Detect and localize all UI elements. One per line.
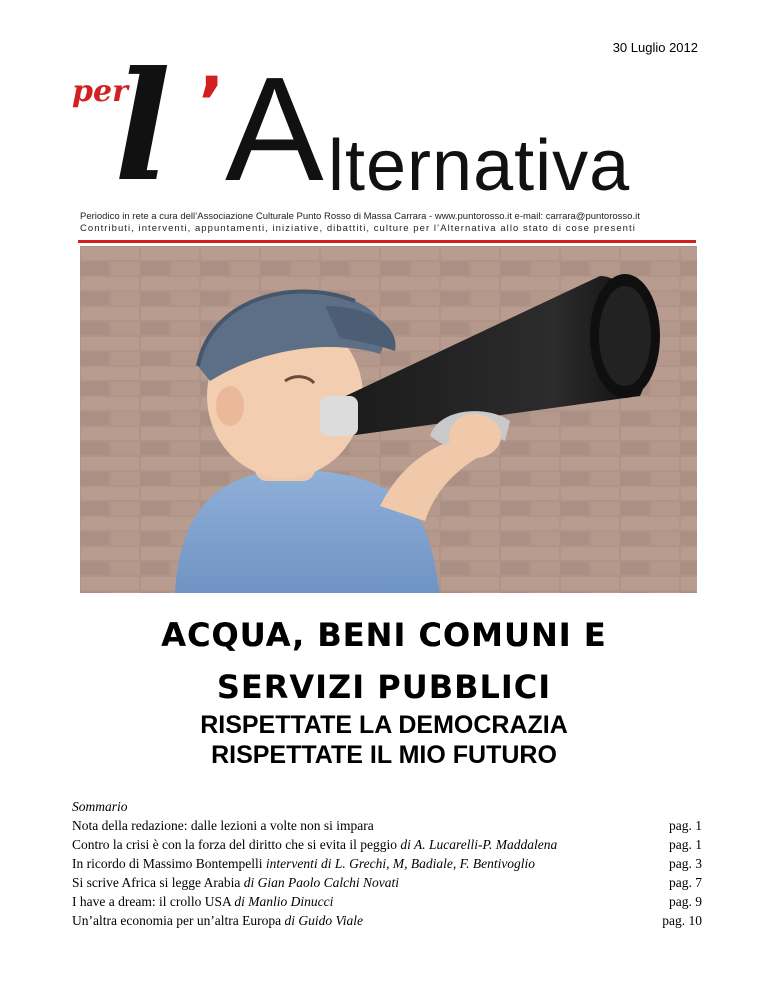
headline-line-2: SERVIZI PUBBLICI [216, 668, 552, 706]
toc-item-author: di Gian Paolo Calchi Novati [243, 875, 399, 890]
headline-line-1: ACQUA, BENI COMUNI E [161, 616, 607, 654]
toc-item-title: Si scrive Africa si legge Arabia [72, 875, 244, 890]
logo-word: lternativa [328, 126, 631, 206]
logo-letter-l: l [114, 39, 171, 215]
tagline-publisher: Periodico in rete a cura dell’Associazione Culturale Punto Rosso di Massa Carrara - www.puntorosso.it e-mail: carrara@puntorosso.it [80, 211, 640, 222]
toc-item-title: Contro la crisi è con la forza del diritto che si evita il peggio [72, 837, 401, 852]
toc-title: Sommario [72, 799, 128, 814]
toc-item-title: Nota della redazione: dalle lezioni a volte non si impara [72, 818, 374, 833]
logo-apostrophe: ’ [198, 62, 225, 144]
masthead-divider [78, 240, 696, 243]
toc-item-title: Un’altra economia per un’altra Europa [72, 913, 285, 928]
subheadline-line-1: RISPETTATE LA DEMOCRAZIA [200, 711, 568, 739]
logo-prefix: per [72, 74, 128, 109]
toc-item[interactable] [72, 911, 702, 930]
cover-photo [80, 246, 697, 593]
toc-item-author: interventi di L. Grechi, M, Badiale, F. Bentivoglio [265, 856, 536, 871]
tagline-subtitle: Contributi, interventi, appuntamenti, iniziative, dibattiti, culture per l’Alternativa allo stato di cose presenti [80, 223, 636, 234]
table-of-contents [72, 797, 702, 930]
toc-item-title: In ricordo di Massimo Bontempelli [72, 856, 266, 871]
toc-item[interactable] [72, 816, 702, 835]
toc-item-page: pag. 10 [662, 913, 702, 928]
toc-item[interactable] [72, 892, 702, 911]
toc-item-author: di Manlio Dinucci [234, 894, 334, 909]
toc-item-page: pag. 1 [669, 837, 702, 852]
toc-item[interactable] [72, 873, 702, 892]
toc-item[interactable] [72, 854, 702, 873]
child-megaphone-illustration [80, 246, 697, 593]
toc-item[interactable] [72, 835, 702, 854]
toc-item-page: pag. 1 [669, 818, 702, 833]
toc-item-author: di Guido Viale [284, 913, 364, 928]
toc-item-title: I have a dream: il crollo USA [72, 894, 235, 909]
logo-letter-a: A [225, 47, 324, 212]
toc-item-author: di A. Lucarelli-P. Maddalena [400, 837, 558, 852]
toc-item-page: pag. 7 [669, 875, 702, 890]
subheadline-line-2: RISPETTATE IL MIO FUTURO [211, 741, 557, 769]
toc-item-page: pag. 9 [669, 894, 702, 909]
issue-date: 30 Luglio 2012 [612, 40, 698, 55]
toc-item-page: pag. 3 [669, 856, 702, 871]
masthead-tagline [80, 211, 696, 235]
